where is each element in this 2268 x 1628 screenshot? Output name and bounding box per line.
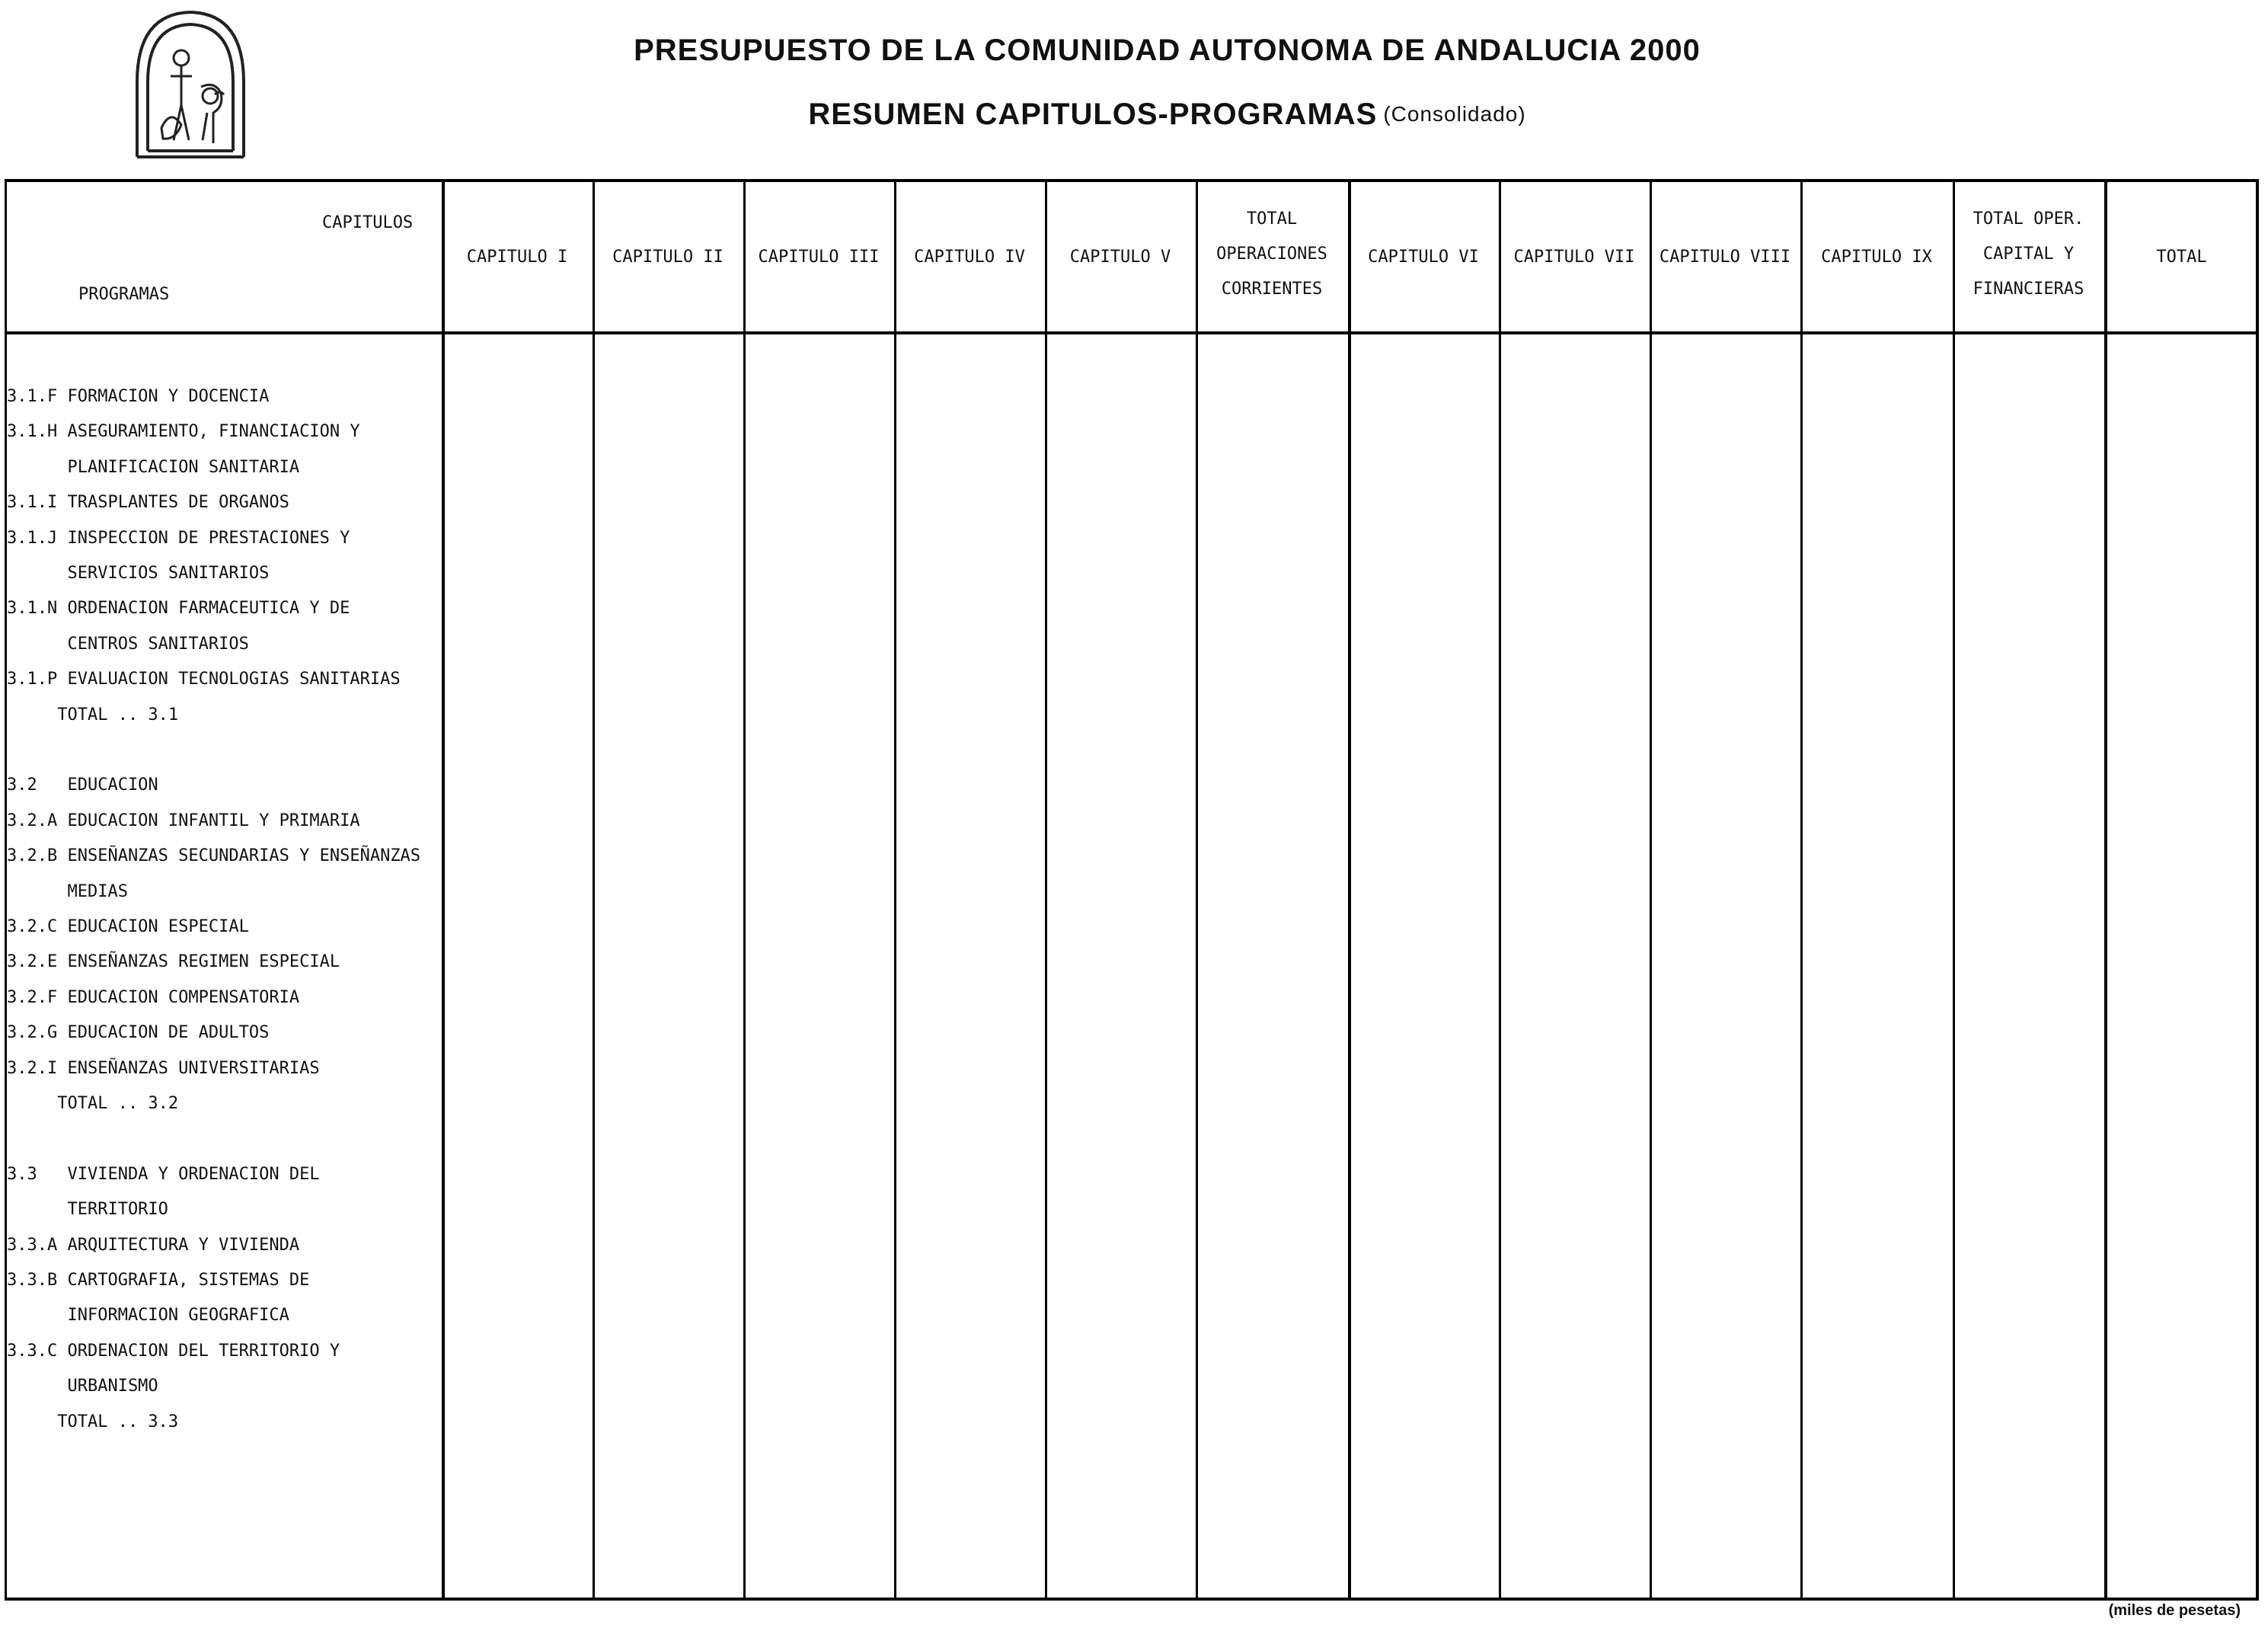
column-header-line: CAPITULO III	[758, 248, 880, 267]
column-divider	[1499, 179, 1501, 1601]
subtitle-note: (Consolidado)	[1383, 102, 1526, 126]
column-header	[1045, 240, 1196, 275]
program-row-label: TERRITORIO	[7, 1200, 168, 1220]
column-header	[1650, 240, 1800, 275]
total-row-label: TOTAL .. 3.3	[7, 1412, 179, 1431]
column-header-line: CAPITULO IV	[914, 248, 1025, 267]
header-separator	[5, 331, 2259, 334]
program-row-label: 3.1.I TRASPLANTES DE ORGANOS	[7, 493, 289, 513]
page-title: PRESUPUESTO DE LA COMUNIDAD AUTONOMA DE ANDALUCIA 2000	[634, 34, 1701, 67]
column-header-line: CAPITULO I	[466, 248, 568, 267]
program-row-label: SERVICIOS SANITARIOS	[7, 564, 270, 583]
column-header	[442, 240, 593, 275]
column-header	[1800, 240, 1953, 275]
program-row-label: URBANISMO	[7, 1377, 158, 1396]
program-row-label: 3.2.F EDUCACION COMPENSATORIA	[7, 987, 300, 1007]
column-header	[1953, 202, 2104, 307]
program-row-label: 3.1.P EVALUACION TECNOLOGIAS SANITARIAS	[7, 670, 401, 689]
program-row-label: 3.2.I ENSEÑANZAS UNIVERSITARIAS	[7, 1058, 320, 1078]
program-row-label: 3.1.J INSPECCION DE PRESTACIONES Y	[7, 528, 350, 548]
column-header-line: TOTAL OPER.	[1973, 209, 2084, 229]
program-row-label: 3.2.E ENSEÑANZAS REGIMEN ESPECIAL	[7, 952, 340, 972]
column-divider	[1348, 179, 1351, 1601]
program-row-label: 3.2.B ENSEÑANZAS SECUNDARIAS Y ENSEÑANZAS	[7, 846, 421, 866]
program-row-label: 3.2 EDUCACION	[7, 776, 158, 795]
column-divider	[1800, 179, 1803, 1601]
column-header-line: CAPITULO VIII	[1659, 248, 1791, 267]
header-corner-capitulos: CAPITULOS	[322, 213, 414, 232]
column-divider	[1650, 179, 1652, 1601]
column-header-line: CAPITULO VI	[1368, 248, 1479, 267]
column-divider	[1045, 179, 1047, 1601]
column-header-line: TOTAL	[2156, 248, 2207, 267]
column-header	[743, 240, 894, 275]
column-divider	[593, 179, 595, 1601]
program-row-label: 3.1.F FORMACION Y DOCENCIA	[7, 387, 270, 406]
program-row-label: 3.3 VIVIENDA Y ORDENACION DEL	[7, 1164, 320, 1184]
column-divider	[1196, 179, 1198, 1601]
column-header-line: OPERACIONES	[1216, 245, 1327, 264]
program-row-label: 3.3.B CARTOGRAFIA, SISTEMAS DE	[7, 1271, 310, 1290]
program-row-label: 3.1.H ASEGURAMIENTO, FINANCIACION Y	[7, 422, 360, 442]
total-row-label: TOTAL .. 3.1	[7, 705, 179, 724]
program-row-label: MEDIAS	[7, 881, 128, 901]
column-header-line: FINANCIERAS	[1973, 280, 2084, 299]
program-row-label: PLANIFICACION SANITARIA	[7, 457, 300, 477]
column-header-line: TOTAL	[1246, 209, 1298, 229]
column-divider	[442, 179, 445, 1601]
program-row-label: CENTROS SANITARIOS	[7, 634, 249, 654]
program-row-label: 3.2.A EDUCACION INFANTIL Y PRIMARIA	[7, 811, 360, 830]
andalucia-emblem-logo	[131, 6, 250, 160]
subtitle-text: RESUMEN CAPITULOS-PROGRAMAS	[808, 98, 1378, 131]
column-divider	[2104, 179, 2107, 1601]
column-header-line: CAPITULO II	[612, 248, 724, 267]
column-header	[1196, 202, 1348, 307]
column-header	[894, 240, 1045, 275]
column-header	[1499, 240, 1650, 275]
budget-table	[5, 179, 2259, 1601]
header-corner-programas: PROGRAMAS	[78, 285, 170, 304]
column-header	[2104, 240, 2259, 275]
program-row-label: 3.2.C EDUCACION ESPECIAL	[7, 917, 249, 936]
program-row-label: 3.3.C ORDENACION DEL TERRITORIO Y	[7, 1341, 340, 1361]
program-row-label: 3.2.G EDUCACION DE ADULTOS	[7, 1023, 270, 1043]
units-note: (miles de pesetas)	[2108, 1602, 2241, 1619]
program-row-label: 3.3.A ARQUITECTURA Y VIVIENDA	[7, 1235, 300, 1255]
column-header-line: CAPITAL Y	[1982, 245, 2075, 264]
page-subtitle	[457, 98, 1877, 132]
column-header-line: CORRIENTES	[1221, 280, 1323, 299]
program-row-label: INFORMACION GEOGRAFICA	[7, 1306, 289, 1326]
column-header	[1348, 240, 1499, 275]
total-row-label: TOTAL .. 3.2	[7, 1094, 179, 1113]
column-header-line: CAPITULO VII	[1513, 248, 1635, 267]
program-row-label: 3.1.N ORDENACION FARMACEUTICA Y DE	[7, 599, 350, 619]
column-header-line: CAPITULO V	[1069, 248, 1171, 267]
column-header-line: CAPITULO IX	[1821, 248, 1932, 267]
column-header	[593, 240, 743, 275]
column-divider	[743, 179, 746, 1601]
column-divider	[1953, 179, 1955, 1601]
column-divider	[894, 179, 896, 1601]
